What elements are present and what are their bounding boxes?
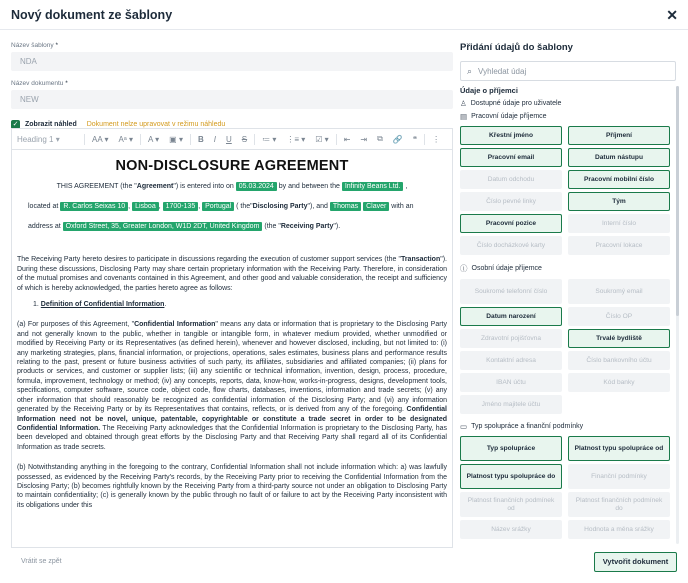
field-button[interactable]: Jméno majitele účtu (460, 395, 562, 414)
font-color-button[interactable]: A ▾ (148, 134, 160, 144)
more-icon[interactable]: ⋮ (432, 134, 441, 144)
modal-title: Nový dokument ze šablony (11, 8, 173, 22)
field-tag-address: Oxford Street, 35, Greater London, W1D 2DT, United Kingdom (63, 222, 263, 231)
field-tag-city: Lisboa (132, 202, 159, 211)
underline-button[interactable]: U (225, 134, 232, 144)
intro-line-3: address at Oxford Street, 35, Greater London, W1D 2DT, United Kingdom (the "Receiving Party"). (28, 223, 341, 231)
personal-fields-grid (460, 279, 682, 414)
heading-select[interactable]: Heading 1 ▾ (17, 134, 60, 144)
briefcase-icon: ▤ (460, 112, 468, 121)
subsection-personal: ⓘ Osobní údaje příjemce (460, 264, 542, 273)
user-icon: ♙ (460, 99, 467, 108)
field-button[interactable]: Typ spolupráce (460, 436, 562, 461)
preview-checkbox[interactable]: ✓ (12, 120, 19, 128)
field-button[interactable]: Číslo bankovního účtu (568, 351, 670, 370)
toolbar-divider (424, 134, 425, 145)
outdent-button[interactable]: ⇤ (343, 134, 351, 144)
cooperation-fields-grid (460, 436, 682, 539)
editor-toolbar (11, 128, 453, 149)
field-button[interactable]: Soukromý email (568, 279, 670, 304)
field-button[interactable]: Číslo OP (568, 307, 670, 326)
field-button[interactable]: Pracovní email (460, 148, 562, 167)
field-tag-street: R. Carlos Seixas 10 (60, 202, 128, 211)
field-button[interactable]: Pracovní pozice (460, 214, 562, 233)
data-panel (460, 42, 682, 533)
strikethrough-button[interactable]: S (241, 134, 248, 144)
paragraph-exclusions: (b) Notwithstanding anything in the foregoing to the contrary, Confidential Information shall not include information which: a) was lawfully possessed, as evidenced by the Receiving Party's records, by the Receiving Party prior to receiving the Confidential Information from the Disclosing Party; (b) becomes rightfully known by the Receiving Party from a third-party source not under an obligation to Disclosing Party to maintain confidentiality; (c) is generally known by the public through no fault of or failure to act by the Receiving Party inconsistent with its obligations under this (17, 464, 447, 509)
toolbar-divider (140, 134, 141, 145)
intro-line-1: THIS AGREEMENT (the "Agreement") is entered into on 05.03.2024 by and between the Infinity Beans Ltd. , (56, 183, 408, 191)
numbered-list-button[interactable]: ⋮≡ ▾ (286, 134, 306, 144)
subsection-cooperation: ▭ Typ spolupráce a finanční podmínky (460, 422, 584, 431)
field-tag-country: Portugal (202, 202, 234, 211)
modal-footer (0, 549, 688, 583)
indent-button[interactable]: ⇥ (360, 134, 368, 144)
template-name-input[interactable]: NDA (11, 52, 453, 71)
field-tag-zip: 1700-135 (163, 202, 199, 211)
preview-label: Zobrazit náhled (25, 120, 77, 128)
toolbar-divider (254, 134, 255, 145)
link-icon[interactable]: 🔗 (392, 134, 403, 144)
field-button[interactable]: Kód banky (568, 373, 670, 392)
field-tag-date: 05.03.2024 (236, 182, 277, 191)
field-button[interactable]: Hodnota a měna srážky (568, 520, 670, 539)
subsection-available: ♙ Dostupné údaje pro uživatele (460, 99, 562, 108)
modal-header (0, 0, 688, 30)
field-button[interactable]: Křestní jméno (460, 126, 562, 145)
field-button[interactable]: Platnost typu spolupráce do (460, 464, 562, 489)
field-button[interactable]: Pracovní mobilní číslo (568, 170, 670, 189)
field-button[interactable]: Soukromé telefonní číslo (460, 279, 562, 304)
bullet-list-button[interactable]: ≔ ▾ (262, 134, 277, 144)
section-heading: 1. Definition of Confidential Information. (33, 301, 167, 309)
field-tag-company: Infinity Beans Ltd. (342, 182, 404, 191)
field-button[interactable]: Platnost finančních podmínek od (460, 492, 562, 517)
quote-icon[interactable]: ❝ (412, 134, 418, 144)
field-button[interactable]: Platnost finančních podmínek do (568, 492, 670, 517)
field-button[interactable]: Datum narození (460, 307, 562, 326)
work-fields-grid (460, 126, 682, 255)
document-editor[interactable] (11, 149, 453, 548)
field-button[interactable]: Trvalé bydliště (568, 329, 670, 348)
field-tag-last-name: Claver (363, 202, 389, 211)
field-button[interactable]: Datum odchodu (460, 170, 562, 189)
field-button[interactable]: Číslo pevné linky (460, 192, 562, 211)
font-size-button[interactable]: AA ▾ (92, 134, 109, 144)
subsection-work: ▤ Pracovní údaje příjemce (460, 112, 547, 121)
panel-scroll-area[interactable] (460, 86, 682, 583)
document-name-label: Název dokumentu * (11, 80, 68, 87)
field-button[interactable]: Pracovní lokace (568, 236, 670, 255)
card-icon: ▭ (460, 422, 468, 431)
text-case-button[interactable]: Aᵃ ▾ (118, 134, 134, 144)
field-button[interactable]: Interní číslo (568, 214, 670, 233)
preview-note: Dokument nelze upravovat v režimu náhledu (86, 120, 226, 128)
field-button[interactable]: Číslo docházkové karty (460, 236, 562, 255)
info-icon: ⓘ (460, 264, 468, 273)
checklist-button[interactable]: ☑ ▾ (315, 134, 329, 144)
field-button[interactable]: Název srážky (460, 520, 562, 539)
paragraph-definition: (a) For purposes of this Agreement, "Confidential Information" means any data or information that is proprietary to the Disclosing Party and not generally known to the public, whether in tangible or intangible form, in whatever medium provided, whether unmodified or modified by Receiving Party or its Representatives (as defined herein), whenever and however disclosed, including, but not limited to: (i) any marketing strategies, plans, financial information, or projections, operations, sales estimates, business plans and performance results relating to the past, present or future business activities of such party, its affiliates, subsidiaries and affiliated companies; (ii) plans for products or services, and customer or supplier lists; (iii) any scientific or technical information, invention, design, process, procedure, formula, improvement, technology or method; (iv) any concepts, reports, data, know-how, works-in-progress, designs, development tools, specifications, computer software, source code, object code, flow charts, databases, inventions, information and trade secrets; (v) any other information that should reasonably be recognized as confidential information of the Disclosing Party; and (vi) any information generated by the Receiving Party or by its Representatives that contains, reflects, or is derived from any of the foregoing. Confidential Information need not be novel, unique, patentable, copyrightable or constitute a trade secret in order to be designated Confidential Information. The Receiving Party acknowledges that the Confidential Information is proprietary to the Disclosing Party, has been developed and obtained through great efforts by the Disclosing Party and that Receiving Party shall regard all of its Confidential Information as trade secrets. (17, 321, 447, 451)
field-button[interactable]: Finanční podmínky (568, 464, 670, 489)
italic-button[interactable]: I (213, 134, 216, 144)
close-icon[interactable]: ✕ (666, 7, 678, 23)
create-document-button[interactable]: Vytvořit dokument (594, 552, 677, 572)
toolbar-divider (336, 134, 337, 145)
form-area (11, 36, 453, 130)
panel-title: Přidání údajů do šablony (460, 42, 573, 53)
panel-scrollbar[interactable] (676, 86, 679, 544)
field-tag-first-name: Thomas (330, 202, 361, 211)
intro-line-2: located at R. Carlos Seixas 10 , Lisboa , 1700-135 , Portugal ( the"Disclosing Party"), and Thomas Claver with an (28, 203, 414, 211)
toolbar-divider (190, 134, 191, 145)
section-recipient: Údaje o příjemci (460, 86, 518, 95)
search-icon: ⌕ (467, 65, 473, 76)
field-button[interactable]: Kontaktní adresa (460, 351, 562, 370)
field-button[interactable]: Příjmení (568, 126, 670, 145)
field-button[interactable]: Platnost typu spolupráce od (568, 436, 670, 461)
search-input[interactable]: ⌕ Vyhledat údaj (460, 61, 676, 81)
copy-icon[interactable]: ⧉ (377, 134, 383, 143)
bold-button[interactable]: B (197, 134, 204, 144)
paragraph-transaction: The Receiving Party hereto desires to participate in discussions regarding the execution of customer support services (the "Transaction"). During these discussions, Disclosing Party may share certain proprietary information with the Receiving Party. Therefore, in consideration of the mutual promises and covenants contained in this Agreement, and other good and valuable consideration, the receipt and sufficiency of which is hereby acknowledged, the parties hereto agree as follows: (17, 256, 447, 292)
field-button[interactable]: Datum nástupu (568, 148, 670, 167)
document-title: NON-DISCLOSURE AGREEMENT (115, 158, 349, 174)
field-button[interactable]: IBAN účtu (460, 373, 562, 392)
template-name-label: Název šablony * (11, 42, 58, 49)
back-button[interactable]: Vrátit se zpět (21, 558, 62, 565)
field-button[interactable]: Tým (568, 192, 670, 211)
toolbar-divider (84, 134, 85, 145)
document-name-input[interactable]: NEW (11, 90, 453, 109)
field-button[interactable]: Zdravotní pojišťovna (460, 329, 562, 348)
highlight-button[interactable]: ▣ ▾ (169, 134, 183, 144)
scrollbar-thumb[interactable] (676, 86, 679, 316)
